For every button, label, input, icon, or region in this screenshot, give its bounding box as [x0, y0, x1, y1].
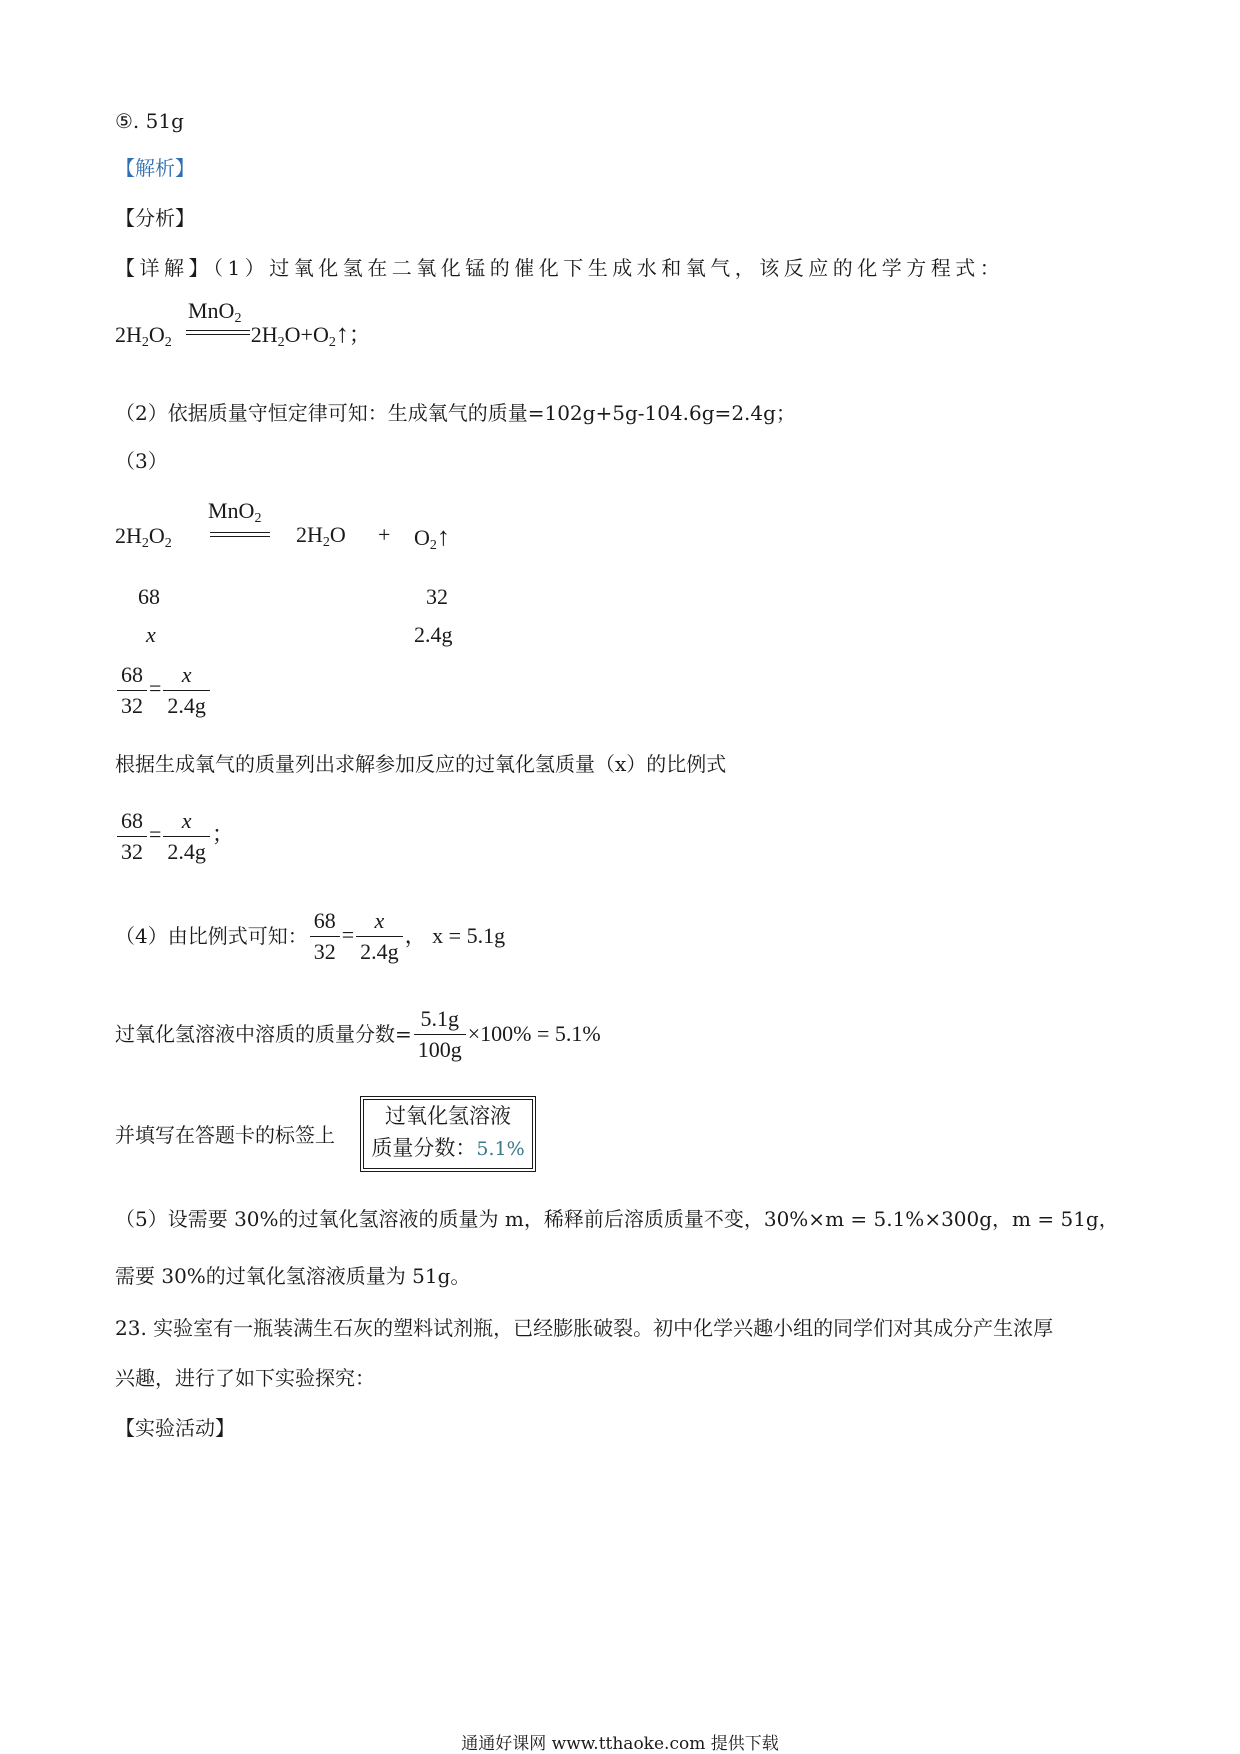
heading-experiment-activity: 【实验活动】 — [115, 1416, 235, 1440]
detail-text: （1）过氧化氢在二氧化锰的催化下生成水和氧气，该反应的化学方程式： — [213, 256, 1005, 280]
eq1-double-line — [186, 330, 250, 335]
heading-analysis: 【分析】 — [115, 206, 195, 230]
proportion-2: $\frac{68}{32}$ = $\frac{x}{2.4g}$ ； — [115, 806, 234, 867]
page-footer: 通通好课网 www.tthaoke.com 提供下载 — [461, 1734, 779, 1754]
part-5-line-1: （5）设需要 30%的过氧化氢溶液的质量为 m，稀释前后溶质质量不变，30%×m = 5.1%×300g，m = 51g， — [115, 1207, 1119, 1231]
label-box-title: 过氧化氢溶液 — [385, 1104, 511, 1128]
heading-analysis-explained: 【解析】 — [115, 156, 195, 180]
ratio-text: 根据生成氧气的质量列出求解参加反应的过氧化氢质量（x）的比例式 — [115, 752, 727, 776]
ratio-o2: 32 — [426, 584, 448, 609]
answer-label-box — [360, 1096, 536, 1172]
detail-part1 — [115, 254, 1004, 282]
part-4-label: （4）由比例式可知： — [115, 924, 308, 949]
part-5-line-2: 需要 30%的过氧化氢溶液质量为 51g。 — [115, 1264, 471, 1288]
answer-5: ⑤. 51g — [115, 109, 184, 133]
part-2: （2）依据质量守恒定律可知：生成氧气的质量=102g+5g-104.6g=2.4g； — [115, 401, 796, 425]
equation-2-plus: + — [378, 522, 391, 547]
part-4-result: ， x = 5.1g — [404, 923, 506, 949]
eq2-catalyst: MnO$_2$ — [208, 498, 262, 526]
part-3-label: （3） — [115, 449, 168, 473]
equation-2-water: $2H_2O$ — [296, 522, 346, 550]
eq2-double-line — [210, 532, 270, 537]
unknown-o2: 2.4g — [414, 622, 453, 647]
proportion-1: $\frac{68}{32}$ = $\frac{x}{2.4g}$ — [115, 660, 212, 721]
ratio-h2o2: 68 — [138, 584, 160, 609]
equation-2-oxygen: $O_2↑$ — [414, 522, 450, 553]
label-box-fraction: 质量分数：5.1% — [371, 1136, 525, 1160]
equation-1: $2H_2O_2$ $2H_2O+O_2↑$； — [115, 319, 371, 350]
equation-2-reactant: $2H_2O_2$ — [115, 523, 172, 551]
question-23-line-2: 兴趣，进行了如下实验探究： — [115, 1366, 375, 1390]
detail-label: 【详解】 — [115, 256, 213, 280]
mass-fraction-line: 过氧化氢溶液中溶质的质量分数= $\frac{5.1g}{100g}$ ×100% = 5.1% — [115, 1004, 601, 1065]
question-23-line-1: 23. 实验室有一瓶装满生石灰的塑料试剂瓶，已经膨胀破裂。初中化学兴趣小组的同学们对其成分产生浓厚 — [115, 1316, 1054, 1340]
label-line-text: 并填写在答题卡的标签上 — [115, 1123, 335, 1147]
eq1-catalyst: MnO$_2$ — [188, 298, 242, 326]
unknown-h2o2: x — [146, 622, 156, 647]
part-4: （4）由比例式可知： $\frac{68}{32}$ = $\frac{x}{2.4g}$ ， x = 5.1g — [115, 906, 505, 967]
